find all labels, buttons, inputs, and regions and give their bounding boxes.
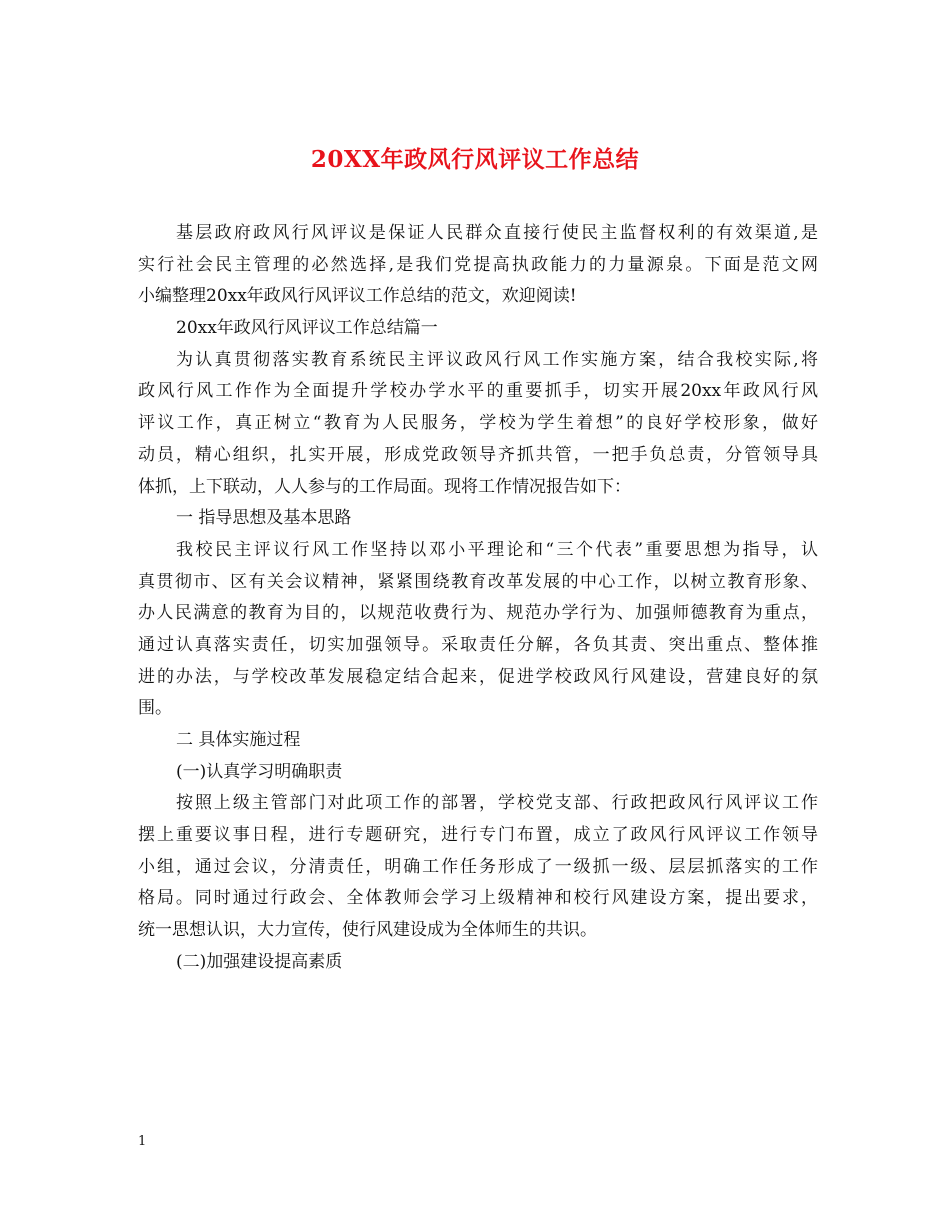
subsection-heading: (一)认真学习明确职责 (176, 761, 343, 782)
subsection-heading: (二)加强建设提高素质 (176, 951, 343, 972)
paragraph-line: 摆上重要议事日程，进行专题研究，进行专门布置，成立了政风行风评议工作领导 (138, 825, 818, 846)
paragraph-line: 我校民主评议行风工作坚持以邓小平理论和“三个代表”重要思想为指导，认 (176, 539, 818, 560)
paragraph-line: 按照上级主管部门对此项工作的部署，学校党支部、行政把政风行风评议工作 (176, 793, 818, 814)
paragraph-line: 办人民满意的教育为目的，以规范收费行为、规范办学行为、加强师德教育为重点， (138, 603, 818, 624)
paragraph-line: 动员，精心组织，扎实开展，形成党政领导齐抓共管，一把手负总责，分管领导具 (138, 444, 818, 465)
paragraph-line: 通过认真落实责任，切实加强领导。采取责任分解，各负其责、突出重点、整体推 (138, 634, 818, 655)
paragraph-line: 围。 (138, 698, 172, 719)
paragraph-line: 统一思想认识，大力宣传，使行风建设成为全体师生的共识。 (138, 920, 597, 941)
paragraph-line: 评议工作，真正树立“教育为人民服务，学校为学生着想”的良好学校形象，做好 (138, 413, 818, 434)
paragraph-line: 小组，通过会议，分清责任，明确工作任务形成了一级抓一级、层层抓落实的工作 (138, 856, 818, 877)
section-heading: 一 指导思想及基本思路 (176, 508, 352, 529)
paragraph-line: 基层政府政风行风评议是保证人民群众直接行使民主监督权利的有效渠道,是 (176, 223, 818, 243)
page-number: 1 (138, 1134, 147, 1149)
paragraph-line: 小编整理20xx年政风行风评议工作总结的范文，欢迎阅读! (138, 286, 577, 307)
paragraph-line: 格局。同时通过行政会、全体教师会学习上级精神和校行风建设方案，提出要求， (138, 888, 818, 909)
section-heading: 20xx年政风行风评议工作总结篇一 (176, 318, 438, 339)
section-heading: 二 具体实施过程 (176, 730, 301, 750)
paragraph-line: 真贯彻市、区有关会议精神，紧紧围绕教育改革发展的中心工作，以树立教育形象、 (138, 571, 818, 592)
paragraph-line: 实行社会民主管理的必然选择,是我们党提高执政能力的力量源泉。下面是范文网 (138, 254, 818, 275)
paragraph-line: 体抓，上下联动，人人参与的工作局面。现将工作情况报告如下： (138, 476, 631, 497)
document-title: 20XX年政风行风评议工作总结 (310, 146, 640, 173)
document-body (138, 218, 818, 979)
paragraph-line: 为认真贯彻落实教育系统民主评议政风行风工作实施方案，结合我校实际,将 (176, 349, 818, 370)
paragraph-line: 进的办法，与学校改革发展稳定结合起来，促进学校政风行风建设，营建良好的氛 (138, 666, 818, 687)
paragraph-line: 政风行风工作作为全面提升学校办学水平的重要抓手，切实开展20xx年政风行风 (138, 381, 818, 402)
